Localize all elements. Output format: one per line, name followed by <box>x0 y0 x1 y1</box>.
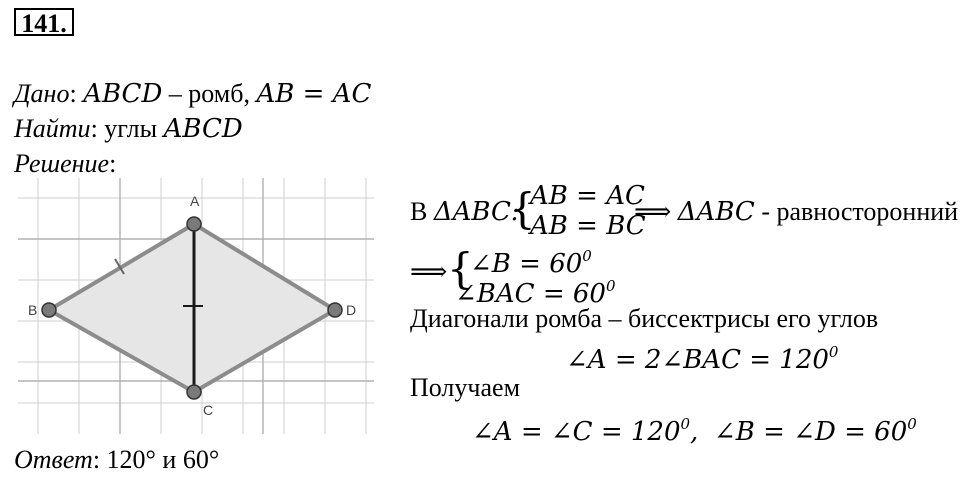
result-angles-ac: ∠A = ∠C = $120^0$, <box>472 415 699 447</box>
step-triangle-prefix: В ΔABC: <box>410 197 520 227</box>
diagonals-statement: Диагонали ромба – биссектрисы его углов <box>410 304 879 333</box>
vertex-d <box>328 303 342 317</box>
answer-line: Ответ: 120° и 60° <box>14 445 220 474</box>
system-brace-2: { <box>447 244 474 293</box>
given-label: Дано <box>14 79 70 108</box>
given-figure: ABCD <box>83 79 163 109</box>
system2-line2: ∠BAC = $60^0$ <box>455 277 616 309</box>
answer-label: Ответ <box>14 445 93 474</box>
system-brace-1: { <box>509 184 536 233</box>
system1-line2: AB = BC <box>530 211 646 241</box>
find-figure: ABCD <box>163 114 243 144</box>
rhombus-figure <box>18 178 378 436</box>
step-equilateral: ⟹ ΔABC - равносторонний <box>634 197 959 227</box>
vertex-a <box>187 217 201 231</box>
label-b: B <box>28 302 38 318</box>
system1-line1: AB = AC <box>530 181 645 211</box>
angle-a-expression: ∠A = 2∠BAC = $120^0$ <box>566 343 839 375</box>
given-line: Дано: ABCD – ромб, AB = AC <box>14 79 372 109</box>
rhombus-shape <box>49 224 335 392</box>
implies-arrow-2: ⟹ <box>410 257 448 287</box>
system2-line1: ∠B = $60^0$ <box>470 247 592 279</box>
given-condition: AB = AC <box>256 79 372 109</box>
label-d: D <box>346 302 357 318</box>
get-label: Получаем <box>410 373 521 402</box>
label-a: A <box>190 193 200 209</box>
solution-label: Решение <box>14 149 110 178</box>
problem-number: 141. <box>14 8 74 36</box>
vertex-b <box>42 303 56 317</box>
vertex-c <box>187 385 201 399</box>
find-line: Найти: углы ABCD <box>14 114 243 144</box>
find-label: Найти <box>14 114 91 143</box>
result-angles-bd: ∠B = ∠D = $60^0$ <box>714 415 917 447</box>
label-c: C <box>203 402 214 418</box>
solution-line: Решение: <box>14 149 117 178</box>
